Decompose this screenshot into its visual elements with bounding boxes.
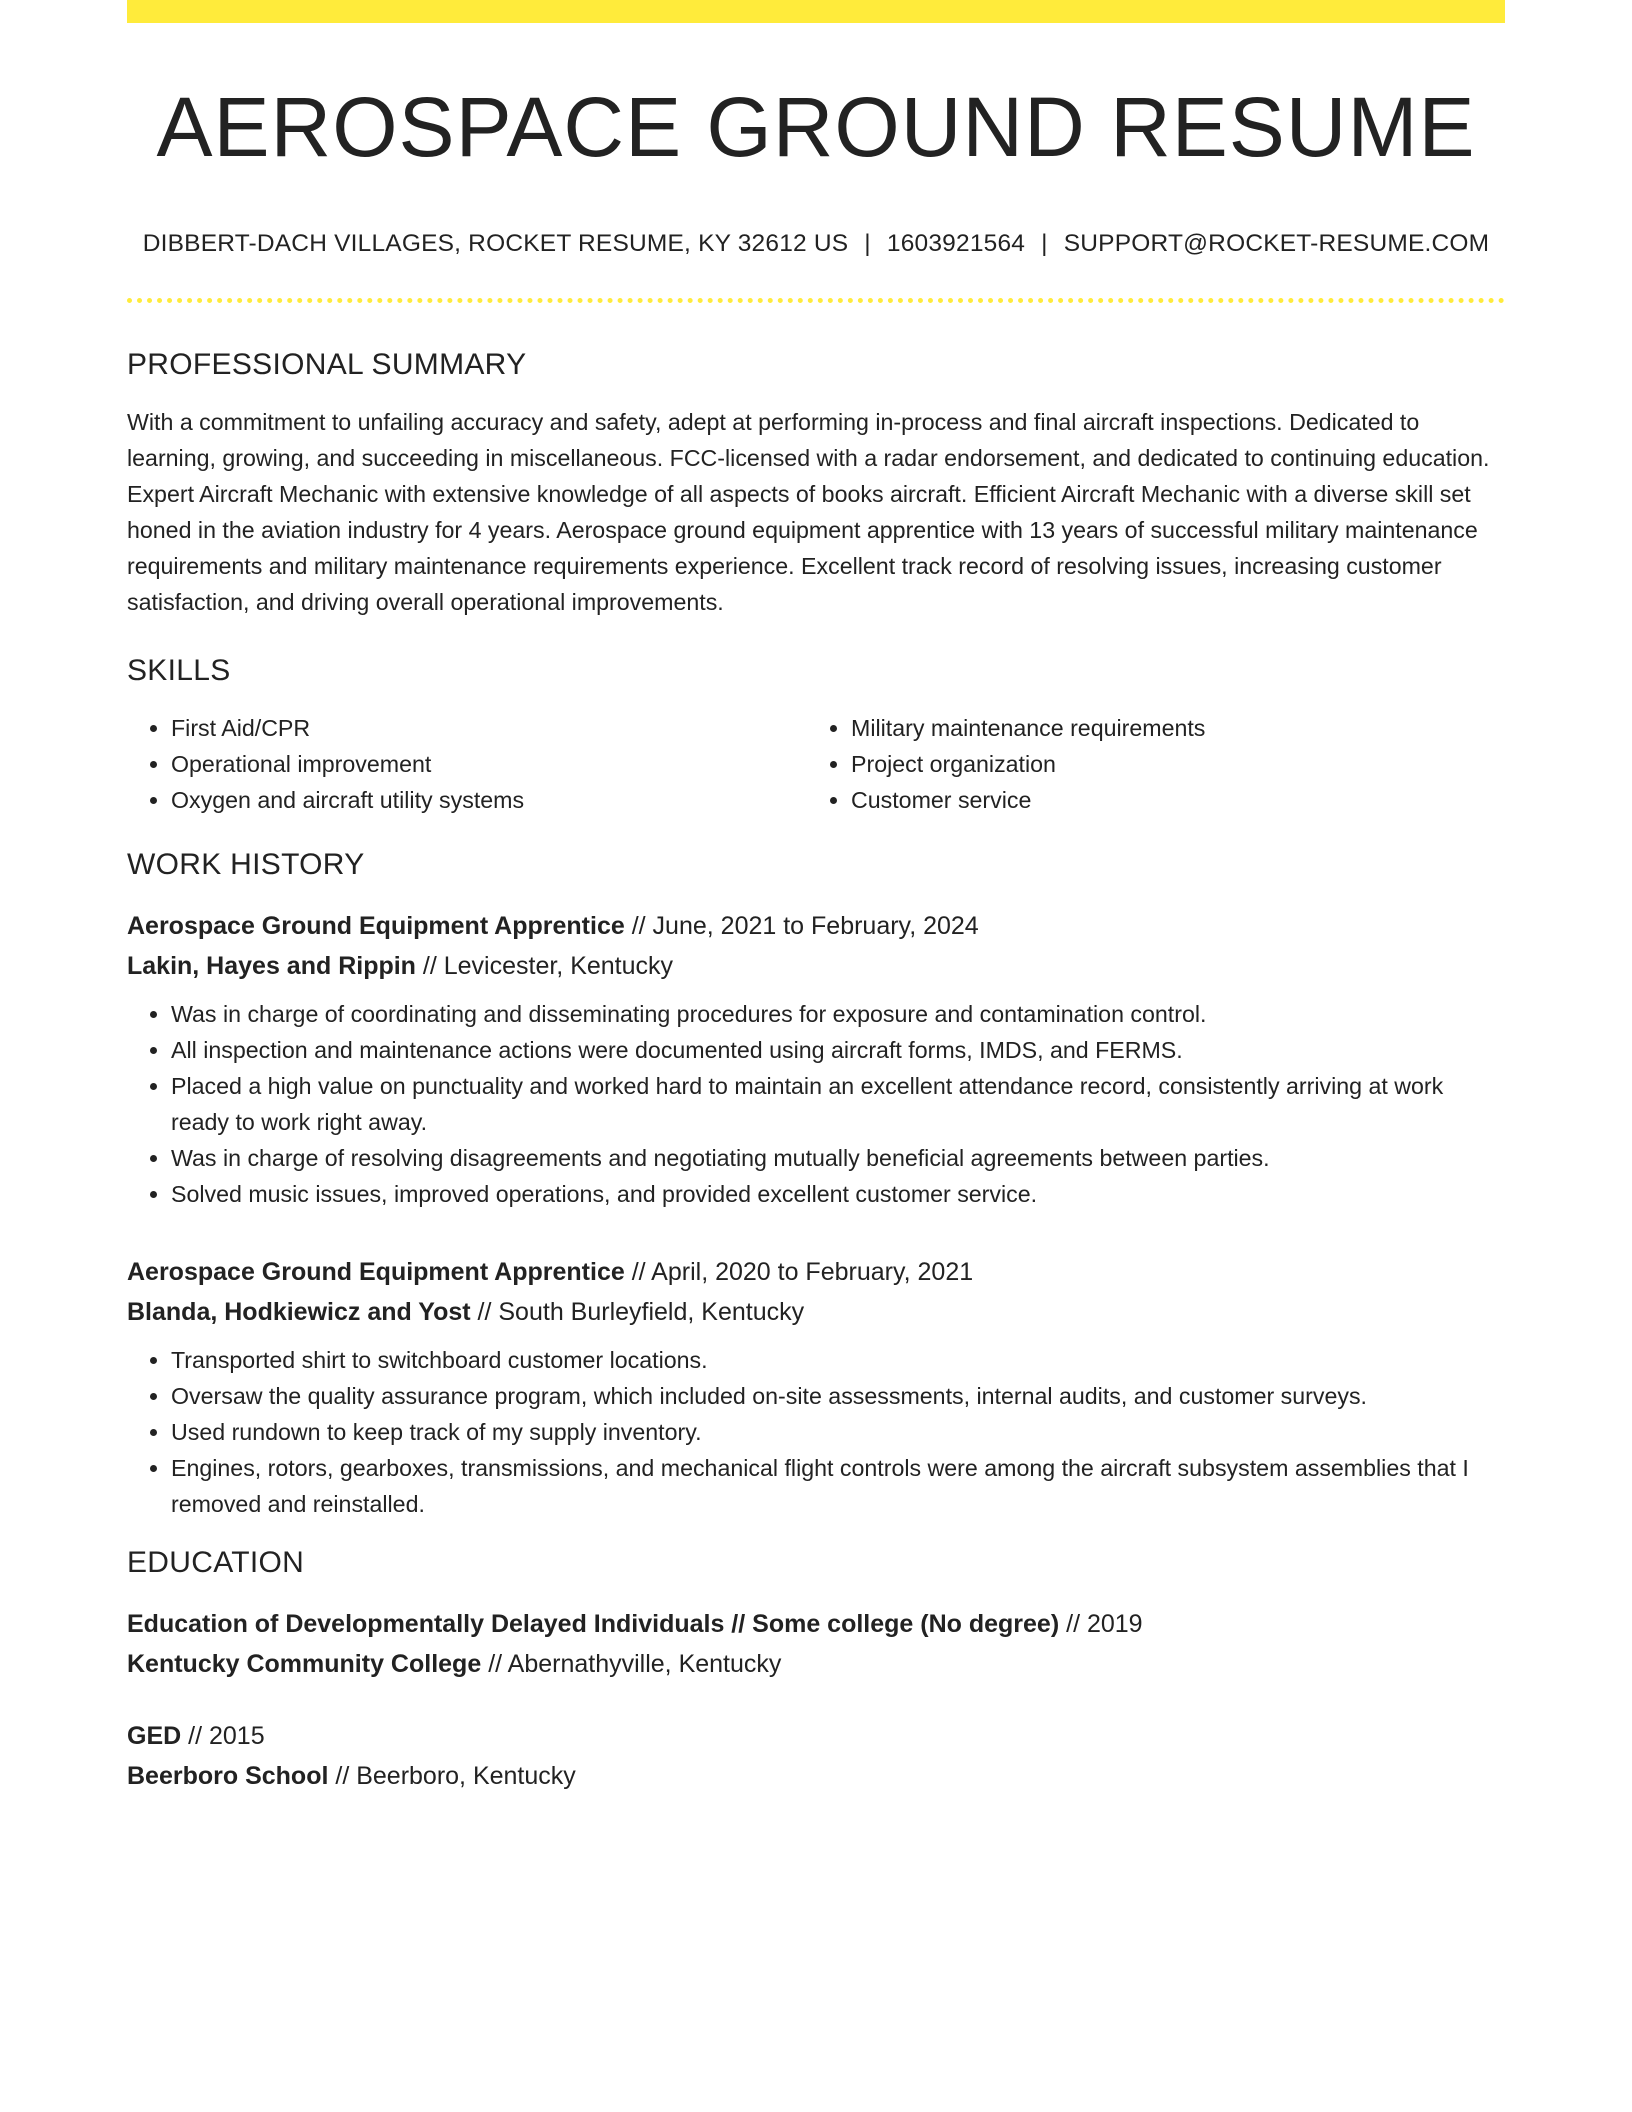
skill-item: • First Aid/CPR <box>171 710 807 746</box>
job-entry <box>127 1252 1505 1522</box>
skill-item: • Military maintenance requirements <box>851 710 1451 746</box>
contact-phone: 1603921564 <box>886 230 1026 258</box>
contact-separator: | <box>1041 230 1048 258</box>
education-degree: Education of Developmentally Delayed Individuals // Some college (No degree) <box>127 1610 1060 1639</box>
summary-text: With a commitment to unfailing accuracy and safety, adept at performing in-process and final aircraft inspections. Dedicated to learning, growing, and succeeding in miscellaneous. FCC-licensed with a radar endorsement, and dedicated to continuing education. Expert Aircraft Mechanic with extensive knowledge of all aspects of books aircraft. Efficient Aircraft Mechanic with a diverse skill set honed in the aviation industry for 4 years. Aerospace ground equipment apprentice with 13 years of successful military maintenance requirements and military maintenance requirements experience. Excellent track record of resolving issues, increasing customer satisfaction, and driving overall operational improvements. <box>127 409 1490 616</box>
education-entry <box>127 1716 1505 1796</box>
skills-column-left <box>127 710 807 818</box>
skills-column-right <box>807 710 1451 818</box>
education-school: Kentucky Community College <box>127 1650 482 1679</box>
education-year: // 2019 <box>1066 1610 1143 1639</box>
job-title: Aerospace Ground Equipment Apprentice <box>127 1258 625 1287</box>
education-heading: EDUCATION <box>127 1546 305 1580</box>
work-history-heading: WORK HISTORY <box>127 848 365 882</box>
resume-page <box>127 0 1505 1796</box>
job-company: Lakin, Hayes and Rippin <box>127 952 416 981</box>
job-location: // South Burleyfield, Kentucky <box>477 1298 805 1327</box>
job-company-line <box>127 946 1505 986</box>
job-duty: • All inspection and maintenance actions were documented using aircraft forms, IMDS, and FERMS. <box>171 1032 1505 1068</box>
job-duty: • Transported shirt to switchboard customer locations. <box>171 1342 1505 1378</box>
education-degree: GED <box>127 1722 182 1751</box>
contact-line <box>127 230 1505 258</box>
job-entry <box>127 906 1505 1212</box>
job-title: Aerospace Ground Equipment Apprentice <box>127 912 625 941</box>
job-dates: // April, 2020 to February, 2021 <box>631 1258 974 1287</box>
header-divider <box>127 298 1505 303</box>
job-location: // Levicester, Kentucky <box>422 952 674 981</box>
contact-separator: | <box>864 230 871 258</box>
job-title-line <box>127 906 1505 946</box>
education-entry <box>127 1604 1505 1684</box>
contact-address: DIBBERT-DACH VILLAGES, ROCKET RESUME, KY 32612 US <box>142 230 849 258</box>
job-company: Blanda, Hodkiewicz and Yost <box>127 1298 471 1327</box>
job-duty: • Was in charge of coordinating and disseminating procedures for exposure and contamination control. <box>171 996 1505 1032</box>
job-duty: • Was in charge of resolving disagreements and negotiating mutually beneficial agreements between parties. <box>171 1140 1505 1176</box>
education-school-line <box>127 1756 1505 1796</box>
education-location: // Abernathyville, Kentucky <box>488 1650 782 1679</box>
education-degree-line <box>127 1716 1505 1756</box>
summary-heading: PROFESSIONAL SUMMARY <box>127 348 527 382</box>
job-title-line <box>127 1252 1505 1292</box>
job-duty: • Used rundown to keep track of my supply inventory. <box>171 1414 1505 1450</box>
job-duty: • Engines, rotors, gearboxes, transmissions, and mechanical flight controls were among the aircraft subsystem assemblies that I removed and reinstalled. <box>171 1450 1505 1522</box>
job-duty: • Oversaw the quality assurance program, which included on-site assessments, internal audits, and customer surveys. <box>171 1378 1505 1414</box>
skill-item: • Customer service <box>851 782 1451 818</box>
skills-list <box>127 710 1505 818</box>
skill-item: • Oxygen and aircraft utility systems <box>171 782 807 818</box>
skill-item: • Operational improvement <box>171 746 807 782</box>
skills-heading: SKILLS <box>127 654 231 688</box>
contact-email: SUPPORT@ROCKET-RESUME.COM <box>1063 230 1490 258</box>
education-school-line <box>127 1644 1505 1684</box>
skill-item: • Project organization <box>851 746 1451 782</box>
education-school: Beerboro School <box>127 1762 329 1791</box>
job-duties <box>127 996 1505 1212</box>
resume-title: AEROSPACE GROUND RESUME <box>156 80 1476 174</box>
job-duty: • Placed a high value on punctuality and worked hard to maintain an excellent attendance record, consistently arriving at work ready to work right away. <box>171 1068 1505 1140</box>
job-duty: • Solved music issues, improved operations, and provided excellent customer service. <box>171 1176 1505 1212</box>
job-duties <box>127 1342 1505 1522</box>
job-company-line <box>127 1292 1505 1332</box>
top-accent-bar <box>127 0 1505 23</box>
education-year: // 2015 <box>188 1722 265 1751</box>
education-location: // Beerboro, Kentucky <box>335 1762 576 1791</box>
education-degree-line <box>127 1604 1505 1644</box>
job-dates: // June, 2021 to February, 2024 <box>631 912 979 941</box>
